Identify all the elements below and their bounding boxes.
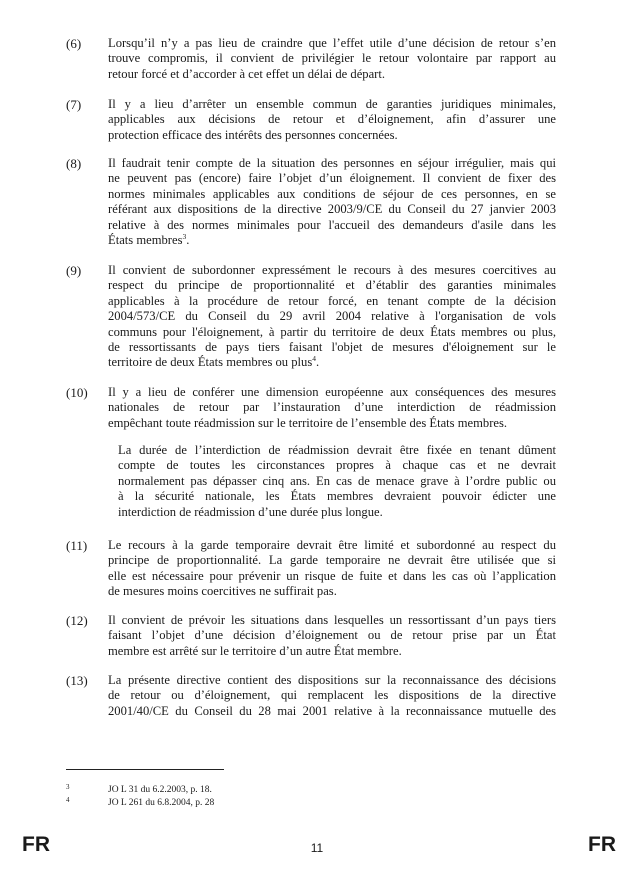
text-line: elle est nécessaire pour prévenir un risque de fuite et dans les cas où l’application <box>108 568 556 583</box>
footnote-mark: 4 <box>66 796 70 804</box>
text-fragment: États membres <box>108 233 183 248</box>
text-line: interdiction de réadmission d’une durée plus longue. <box>118 504 383 519</box>
text-line <box>108 233 556 248</box>
text-line: de retour ou d’éloignement, qui remplacent les dispositions de la directive <box>108 688 556 703</box>
text-line: normalement pas dépasser cinq ans. En cas de menace grave à l’ordre public ou <box>118 473 556 488</box>
text-line <box>108 355 556 370</box>
text-line: empêchant toute réadmission sur le territoire de l’ensemble des États membres. <box>108 415 508 430</box>
text-line: Il y a lieu de conférer une dimension européenne aux conséquences des mesures <box>108 385 556 399</box>
text-line: 2001/40/CE du Conseil du 28 mai 2001 relative à la reconnaissance mutuelle des <box>108 703 556 718</box>
text-line: protection efficace des intérêts des personnes concernées. <box>108 127 398 142</box>
text-fragment: territoire de deux États membres ou plus <box>108 355 313 370</box>
text-line: relative à des normes minimales pour l'accueil des demandeurs d'asile dans les <box>108 217 556 232</box>
text-line: Il y a lieu d’arrêter un ensemble commun de garanties juridiques minimales, <box>108 97 556 111</box>
text-line: trouve compromis, il convient de privilégier le retour volontaire par rapport au <box>108 51 556 66</box>
text-line: 2004/573/CE du Conseil du 29 avril 2004 relative à l'organisation de vols <box>108 309 556 324</box>
text-line: respect du principe de proportionnalité et d’établir des garanties minimales <box>108 278 556 293</box>
text-fragment: . <box>186 233 190 248</box>
page-number: 11 <box>310 841 324 855</box>
text-line: La présente directive contient des dispositions sur la reconnaissance des décisions <box>108 673 556 687</box>
text-line: Il faudrait tenir compte de la situation des personnes en séjour irrégulier, mais qui <box>108 156 556 170</box>
text-line: membre est arrêté sur le territoire d’un autre État membre. <box>108 643 402 658</box>
language-code-left: FR <box>22 833 50 856</box>
recital-text <box>108 97 556 143</box>
recital-number: (9) <box>66 263 82 278</box>
text-line: Lorsqu’il n’y a pas lieu de craindre que l’effet utile d’une décision de retour s’en <box>108 36 556 50</box>
text-line: retour forcé et d’accorder à cet effet un délai de départ. <box>108 66 386 81</box>
recital-number: (8) <box>66 156 82 171</box>
text-line: nationales de retour par l’instauration d’une interdiction de réadmission <box>108 400 556 415</box>
text-line: Il convient de prévoir les situations dans lesquelles un ressortissant d’un pays tiers <box>108 613 556 627</box>
recital-number: (11) <box>66 538 88 553</box>
text-line: référant aux dispositions de la directive 2003/9/CE du Conseil du 27 janvier 2003 <box>108 202 556 217</box>
text-line: compte de toutes les circonstances propres à chaque cas et ne devrait <box>118 458 556 473</box>
text-line: communs pour l'éloignement, à partir du territoire de deux États membres ou plus, <box>108 324 556 339</box>
recital-text <box>108 263 556 371</box>
recital-number: (7) <box>66 97 82 112</box>
recital-text <box>108 613 556 659</box>
text-line: applicables à la procédure de retour forcé, en tenant compte de la décision <box>108 293 556 308</box>
text-line: de mesures moins coercitives ne suffirait pas. <box>108 584 337 599</box>
recital-number: (12) <box>66 613 88 628</box>
text-line: Le recours à la garde temporaire devrait être limité et subordonné au respect du <box>108 538 556 552</box>
text-line: normes minimales applicables aux conditions de séjour de ces personnes, en se <box>108 186 556 201</box>
recital-number: (13) <box>66 673 88 688</box>
footnote-text: JO L 31 du 6.2.2003, p. 18. <box>108 785 212 795</box>
text-line: La durée de l’interdiction de réadmission devrait être fixée en tenant dûment <box>118 443 556 457</box>
recital-text <box>108 36 556 82</box>
text-line: à la sécurité nationale, les États membres devraient pouvoir édicter une <box>118 489 556 504</box>
recital-text <box>108 538 556 600</box>
footnote-text: JO L 261 du 6.8.2004, p. 28 <box>108 798 215 808</box>
text-line: Il convient de subordonner expressément le recours à des mesures coercitives au <box>108 263 556 277</box>
recital-number: (6) <box>66 36 82 51</box>
text-line: applicables aux décisions de retour et d’éloignement, afin d’assurer une <box>108 112 556 127</box>
footnote-ref[interactable]: 4 <box>312 354 316 364</box>
text-line: de ressortissants de pays tiers faisant l'objet de mesures d'éloignement sur le <box>108 340 556 355</box>
language-code-right: FR <box>588 833 616 856</box>
recital-text <box>108 673 556 719</box>
footnote-separator <box>66 769 224 770</box>
recital-text <box>108 156 556 248</box>
footnote-ref[interactable]: 3 <box>182 232 187 242</box>
recital-number: (10) <box>66 385 88 400</box>
recital-10-subparagraph <box>118 443 556 520</box>
text-line: principe de proportionnalité. La garde temporaire ne devrait être utilisée que si <box>108 553 556 568</box>
footnote-mark: 3 <box>66 783 70 791</box>
text-line: faisant l’objet d’une décision d’éloignement ou de retour prise par un État <box>108 628 556 643</box>
text-line: ne peuvent pas (encore) faire l’objet d’un éloignement. Il convient de fixer des <box>108 171 556 186</box>
recital-text <box>108 385 556 431</box>
text-fragment: . <box>316 355 320 370</box>
